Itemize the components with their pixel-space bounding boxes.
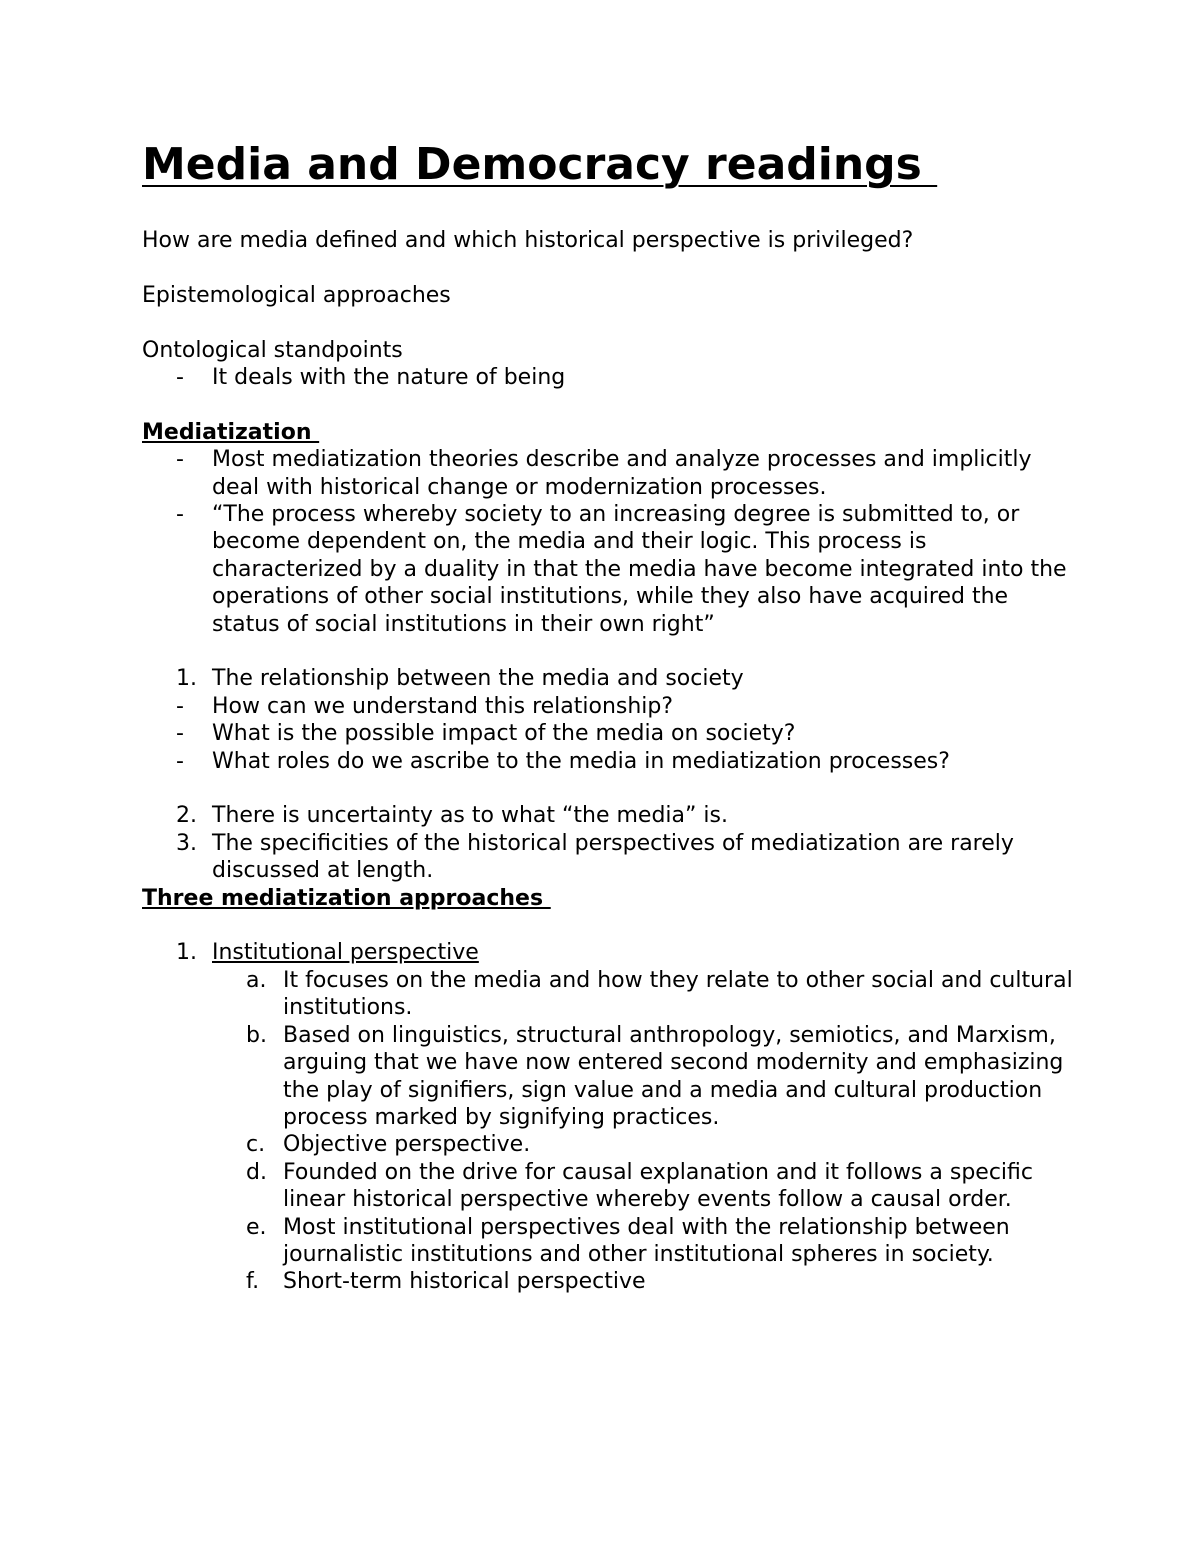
- mediatization-heading: Mediatization: [142, 419, 320, 445]
- institutional-perspective-label: Institutional perspective: [212, 940, 479, 966]
- letter-marker: a.: [246, 967, 267, 993]
- number-marker: 1.: [176, 666, 197, 692]
- list-item-text: What is the possible impact of the media on society?: [212, 721, 796, 747]
- sub-list-item-text: Founded on the drive for causal explanation and it follows a specific linear historical perspective whereby events follow a causal order.: [283, 1159, 1033, 1213]
- spacer: [142, 638, 1082, 665]
- sub-list-item: [142, 1159, 1082, 1214]
- letter-marker: b.: [246, 1022, 267, 1048]
- letter-marker: c.: [246, 1132, 266, 1158]
- document-title: Media and Democracy readings: [142, 139, 938, 190]
- numbered-item: [142, 830, 1082, 885]
- sub-list-item: [142, 1131, 1082, 1158]
- letter-marker: e.: [246, 1214, 267, 1240]
- numbered-item: [142, 665, 1082, 692]
- letter-marker: d.: [246, 1159, 267, 1185]
- letter-marker: f.: [246, 1269, 260, 1295]
- document-page: [142, 138, 1082, 1296]
- dash-marker: -: [176, 447, 184, 473]
- number-marker: 1.: [176, 940, 197, 966]
- list-item: [142, 501, 1082, 638]
- sub-list-item: [142, 967, 1082, 1022]
- numbered-item-text: The specificities of the historical perspectives of mediatization are rarely discussed at length.: [212, 830, 1014, 884]
- numbered-item: [142, 939, 1082, 966]
- sub-list-item: [142, 1022, 1082, 1132]
- spacer: [142, 192, 1082, 227]
- list-item-text: What roles do we ascribe to the media in mediatization processes?: [212, 748, 950, 774]
- dash-marker: -: [176, 365, 184, 390]
- approaches-heading: Three mediatization approaches: [142, 885, 551, 911]
- spacer: [142, 912, 1082, 939]
- epistemological-paragraph: Epistemological approaches: [142, 282, 451, 308]
- numbered-item-text: The relationship between the media and society: [212, 666, 744, 692]
- ontological-heading: Ontological standpoints: [142, 337, 403, 363]
- list-item: [142, 748, 1082, 775]
- question-paragraph: How are media defined and which historical perspective is privileged?: [142, 228, 914, 253]
- list-item-text: It deals with the nature of being: [212, 365, 566, 390]
- spacer: [142, 775, 1082, 802]
- spacer: [142, 254, 1082, 281]
- dash-marker: -: [176, 721, 184, 747]
- list-item: [142, 364, 1082, 391]
- list-item-text: How can we understand this relationship?: [212, 693, 674, 719]
- dash-marker: -: [176, 502, 184, 528]
- numbered-item-text: There is uncertainty as to what “the media” is.: [212, 803, 728, 829]
- numbered-item: [142, 802, 1082, 829]
- list-item: [142, 693, 1082, 720]
- number-marker: 2.: [176, 803, 197, 829]
- spacer: [142, 309, 1082, 336]
- number-marker: 3.: [176, 830, 197, 856]
- sub-list-item-text: Objective perspective.: [283, 1132, 531, 1158]
- sub-list-item-text: It focuses on the media and how they relate to other social and cultural institutions.: [283, 967, 1073, 1021]
- list-item: [142, 446, 1082, 501]
- sub-list-item: [142, 1214, 1082, 1269]
- sub-list-item-text: Based on linguistics, structural anthropology, semiotics, and Marxism, arguing that we have now entered second modernity and emphasizing the play of signifiers, sign value and a media and cultural production process marked by signifying practices.: [283, 1022, 1064, 1130]
- list-item-text: Most mediatization theories describe and analyze processes and implicitly deal with historical change or modernization processes.: [212, 447, 1032, 500]
- sub-list-item-text: Most institutional perspectives deal with the relationship between journalistic institutions and other institutional spheres in society.: [283, 1214, 1010, 1267]
- spacer: [142, 391, 1082, 418]
- list-item-text: “The process whereby society to an increasing degree is submitted to, or become dependent on, the media and their logic. This process is characterized by a duality in that the media have become integrated into the operations of other social institutions, while they also have acquired the status of social institutions in their own right”: [212, 502, 1067, 637]
- list-item: [142, 720, 1082, 747]
- sub-list-item: [142, 1268, 1082, 1295]
- dash-marker: -: [176, 693, 184, 719]
- sub-list-item-text: Short-term historical perspective: [283, 1269, 646, 1295]
- dash-marker: -: [176, 748, 184, 774]
